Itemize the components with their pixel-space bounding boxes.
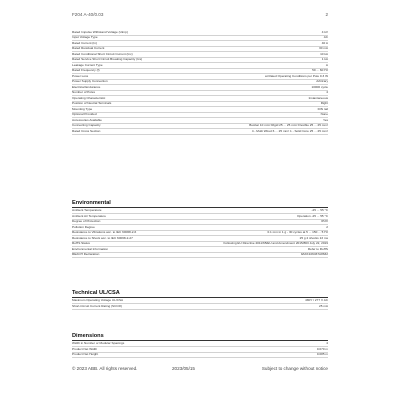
spec-value: 0.085 m [316,352,328,356]
spec-value: at Rated Operating Conditions per Pole 0.3 W [265,73,328,78]
section-title-technical-ul-csa: Technical UL/CSA [72,290,328,298]
spec-value: Yes [322,117,328,122]
spec-label: Mounting Type [72,106,93,111]
spec-value: 25 mA [319,303,328,308]
spec-label: Rated Frequency (f) [72,68,100,72]
spec-label: Connecting Capacity [72,123,101,127]
spec-value: Right [320,101,328,105]
spec-label: Rated Cross Section [72,128,101,133]
spec-value: Busbar 10 mm² Rigid 25 ... 25 mm² Flexible 25 ... 25 mm² [249,123,328,127]
spec-row [72,253,328,259]
spec-label: Environmental Information [72,246,109,251]
spec-label: Rated Service Short Circuit Breaking Capacity (Ics) [72,57,143,61]
spec-label: REACH Declaration [72,252,100,256]
spec-label: Number of Poles [72,90,96,94]
spec-label: Optional Provided [72,112,97,116]
spec-label: Ambient Air Temperature [72,213,106,218]
spec-value: 0.070 m [316,346,328,351]
spec-value: 0.1 mm in 1 g - 30 cycles at 5 ... 150 ... 5 Hz [267,230,328,234]
spec-label: Rated Residual Current [72,46,105,50]
spec-value: 30 mA [319,46,328,50]
spec-label: Short-Circuit Current Rating (SCCR) [72,303,122,308]
spec-value: Operation -25 ... 55 °C [297,213,328,218]
section-title-environmental: Environmental [72,200,328,208]
spec-value: 480Y / 277 V AC [305,298,328,302]
spec-value: DIN rail [317,106,328,111]
spec-label: Power Loss [72,73,89,78]
spec-value: 50 ... 60 Hz [312,68,328,72]
main-spec-table [72,30,328,135]
spec-value: Instantaneous [308,95,328,100]
page-number: 2 [325,12,328,17]
spec-value: 4 [326,341,328,345]
spec-label: Position of Neutral Terminals [72,101,112,105]
spec-value: -25 ... 55 °C [311,208,328,212]
change-notice: Subject to change without notice [261,366,328,371]
technical-ul-csa-section [72,290,328,310]
section-title-dimensions: Dimensions [72,333,328,341]
spec-value: 9AKK106467A8632 [300,252,328,256]
spec-value: AC [323,35,328,39]
spec-label: Resistance to Vibrations acc. to IEC 60068-2-6 [72,230,137,234]
spec-value: 4 - Multi Wired 6 ... 25 mm² 1 - Solid Core 25 ... 25 mm² [251,128,328,133]
spec-label: Electrical Endurance [72,84,101,89]
spec-value: Refer to RoHS [307,246,328,251]
copyright-text: © 2023 ABB. All rights reserved. [72,366,138,371]
spec-label: Pollution Degree [72,224,95,229]
spec-value: 10000 cycle [311,84,328,89]
technical-ul-csa-table [72,299,328,310]
spec-label: Maximum Operating Voltage UL/CSA [72,298,124,302]
spec-label: Rated Conditional Short Circuit Current (Inc) [72,51,133,56]
spec-label: Accessories Available [72,117,102,122]
environmental-table [72,209,328,259]
environmental-section [72,200,328,258]
spec-label: Rated Current (In) [72,40,97,45]
dimensions-table [72,342,328,359]
spec-label: Operating Characteristic [72,95,106,100]
spec-row [72,129,328,135]
spec-value: 40 A [321,40,328,45]
spec-label: Ambient Temperature [72,208,102,212]
spec-value: 4 [326,90,328,94]
spec-value: 10 kA [320,51,328,56]
dimensions-section [72,333,328,358]
spec-label: Product Net Width [72,346,98,351]
spec-label: Product Net Height [72,352,99,356]
spec-value: Following EU Directive 2011/65/EU and Amendment 2015/863 July 22, 2019 [223,241,328,245]
spec-label: Resistance to Shock acc. to IEC 60068-2-27 [72,235,133,240]
spec-label: Width in Number or Modular Spacings [72,341,125,345]
spec-value: A [325,62,328,67]
spec-label: RoHS Status [72,241,90,245]
spec-label: Input Voltage Type [72,35,98,39]
spec-value: IP2X [321,219,328,223]
document-code: F204 A-40/0.03 [72,12,104,17]
spec-value: 1 kA [321,57,328,61]
spec-value: 4 kV [321,29,328,34]
spec-row [72,304,328,310]
footer-date: 2023/05/15 [172,366,195,371]
spec-label: Power Supply Connection [72,79,108,83]
spec-value: None [320,112,328,116]
spec-value: 25 g 2 shocks 13 ms [299,235,328,240]
spec-row [72,353,328,359]
spec-value: 2 [326,224,328,229]
spec-value: Arbitrary [316,79,328,83]
spec-label: Leakage Current Type [72,62,103,67]
spec-label: Rated Impulse Withstand Voltage (Uimp) [72,29,128,34]
spec-label: Degree of Protection [72,219,101,223]
page-header [72,12,328,20]
